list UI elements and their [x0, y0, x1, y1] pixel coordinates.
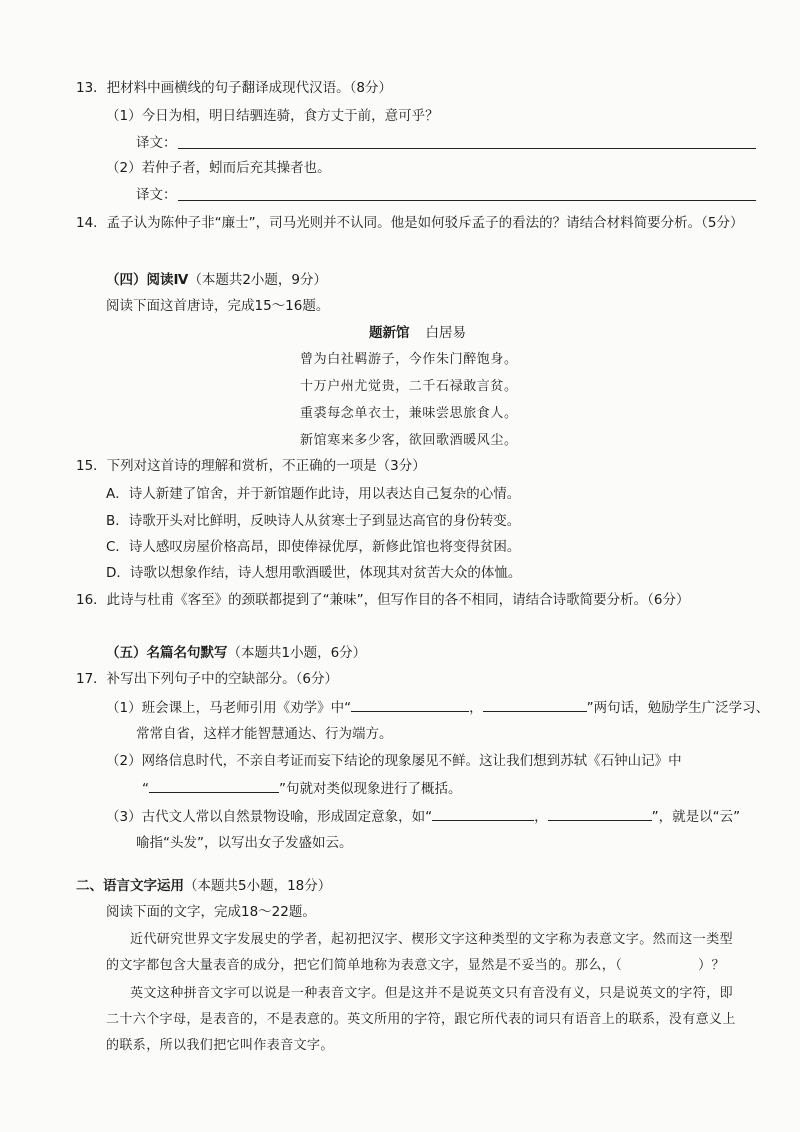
- q15-option-d: D．诗歌以想象作结，诗人想用歌酒暖世，体现其对贫苦大众的体恤。: [106, 565, 522, 581]
- section5-header: [106, 645, 366, 661]
- poem-heading: [369, 325, 466, 341]
- q14-stem: 14．孟子认为陈仲子非“廉士”，司马光则并不认同。他是如何驳斥孟子的看法的？请结合材料简要分析。（5分）: [76, 215, 744, 231]
- passage-p2-line-2: 二十六个字母，是表音的，不是表意的。英文所用的字符，跟它所代表的词只有语音上的联系，没有意义上: [106, 1012, 736, 1027]
- q17-item-3: （3）古代文人常以自然景物设喻，形成固定意象，如“ ， ”，就是以“云”: [106, 809, 741, 825]
- q15-option-a: A．诗人新建了馆舍，并于新馆题作此诗，用以表达自己复杂的心情。: [106, 486, 521, 502]
- q13-sentence-2: （2）若仲子者，蚓而后充其操者也。: [106, 160, 331, 176]
- q17-item-2-cont: “ ”句就对类似现象进行了概括。: [142, 781, 462, 797]
- poem-line-4: 新馆寒来多少客，欲回歌酒暖风尘。: [300, 433, 518, 448]
- part2-intro: 阅读下面的文字，完成18～22题。: [106, 904, 316, 920]
- q13-answer-label-2: 译文：: [136, 187, 177, 203]
- q13-stem: 13．把材料中画横线的句子翻译成现代汉语。（8分）: [76, 80, 393, 96]
- q16-stem: 16．此诗与杜甫《客至》的颈联都提到了“兼味”，但写作目的各不相同，请结合诗歌简要分析。（6分）: [76, 592, 690, 608]
- q17-blank-1: [351, 699, 469, 712]
- poem-line-2: 十万户州尤觉贵，二千石禄敢言贫。: [300, 379, 518, 394]
- part2-title: 二、语言文字运用: [76, 878, 184, 894]
- q17-item-3-cont: 喻指“头发”，以写出女子发盛如云。: [136, 835, 353, 851]
- section4-header: [106, 272, 327, 288]
- q13-sentence-1: （1）今日为相，明日结驷连骑，食方丈于前，意可乎？: [106, 108, 439, 124]
- q17-blank-5: [548, 808, 652, 821]
- q17-item-1: （1）班会课上，马老师引用《劝学》中“ ， ”两句话，勉励学生广泛学习、: [106, 700, 770, 716]
- q15-option-c: C．诗人感叹房屋价格高昂，即使俸禄优厚，新修此馆也将变得贫困。: [106, 539, 521, 555]
- poem-line-1: 曾为白社羁游子，今作朱门醉饱身。: [300, 352, 518, 367]
- section5-title: （五）名篇名句默写: [106, 645, 228, 661]
- section4-info: （本题共2小题，9分）: [188, 272, 328, 288]
- poem-line-3: 重裘每念单衣士，兼味尝思旅食人。: [300, 406, 518, 421]
- passage-p2-line-3: 的联系，所以我们把它叫作表音文字。: [106, 1038, 334, 1053]
- q17-blank-3: [149, 780, 279, 793]
- q15-option-b: B．诗歌开头对比鲜明，反映诗人从贫寒士子到显达高官的身份转变。: [106, 513, 521, 529]
- part2-header: [76, 878, 331, 894]
- q17-blank-4: [432, 808, 534, 821]
- passage-p1-line-1: 近代研究世界文字发展史的学者，起初把汉字、楔形文字这种类型的文字称为表意文字。然而这一类型: [130, 932, 734, 947]
- q13-answer-label-1: 译文：: [136, 135, 177, 151]
- q13-answer-line-2: [178, 200, 756, 201]
- section4-intro: 阅读下面这首唐诗，完成15～16题。: [106, 298, 330, 314]
- q13-answer-line-1: [178, 148, 756, 149]
- part2-info: （本题共5小题，18分）: [184, 878, 332, 894]
- q15-stem: 15．下列对这首诗的理解和赏析，不正确的一项是（3分）: [76, 458, 426, 474]
- passage-p2-line-1: 英文这种拼音文字可以说是一种表音文字。但是这并不是说英文只有音没有义，只是说英文的字符，即: [130, 986, 734, 1001]
- section4-title: （四）阅读Ⅳ: [106, 272, 189, 288]
- passage-p1-line-2: 的文字都包含大量表音的成分，把它们简单地称为表意文字，显然是不妥当的。那么，（ ）？: [106, 958, 725, 973]
- q17-blank-2: [483, 699, 587, 712]
- section5-info: （本题共1小题，6分）: [227, 645, 367, 661]
- q17-stem: 17．补写出下列句子中的空缺部分。（6分）: [76, 671, 339, 687]
- poem-author: 白居易: [425, 325, 466, 341]
- q17-item-2: （2）网络信息时代，不亲自考证而妄下结论的现象屡见不鲜。这让我们想到苏轼《石钟山记》中: [106, 753, 682, 769]
- q17-item-1-cont: 常常自省，这样才能智慧通达、行为端方。: [136, 726, 393, 742]
- poem-title: 题新馆: [369, 325, 410, 341]
